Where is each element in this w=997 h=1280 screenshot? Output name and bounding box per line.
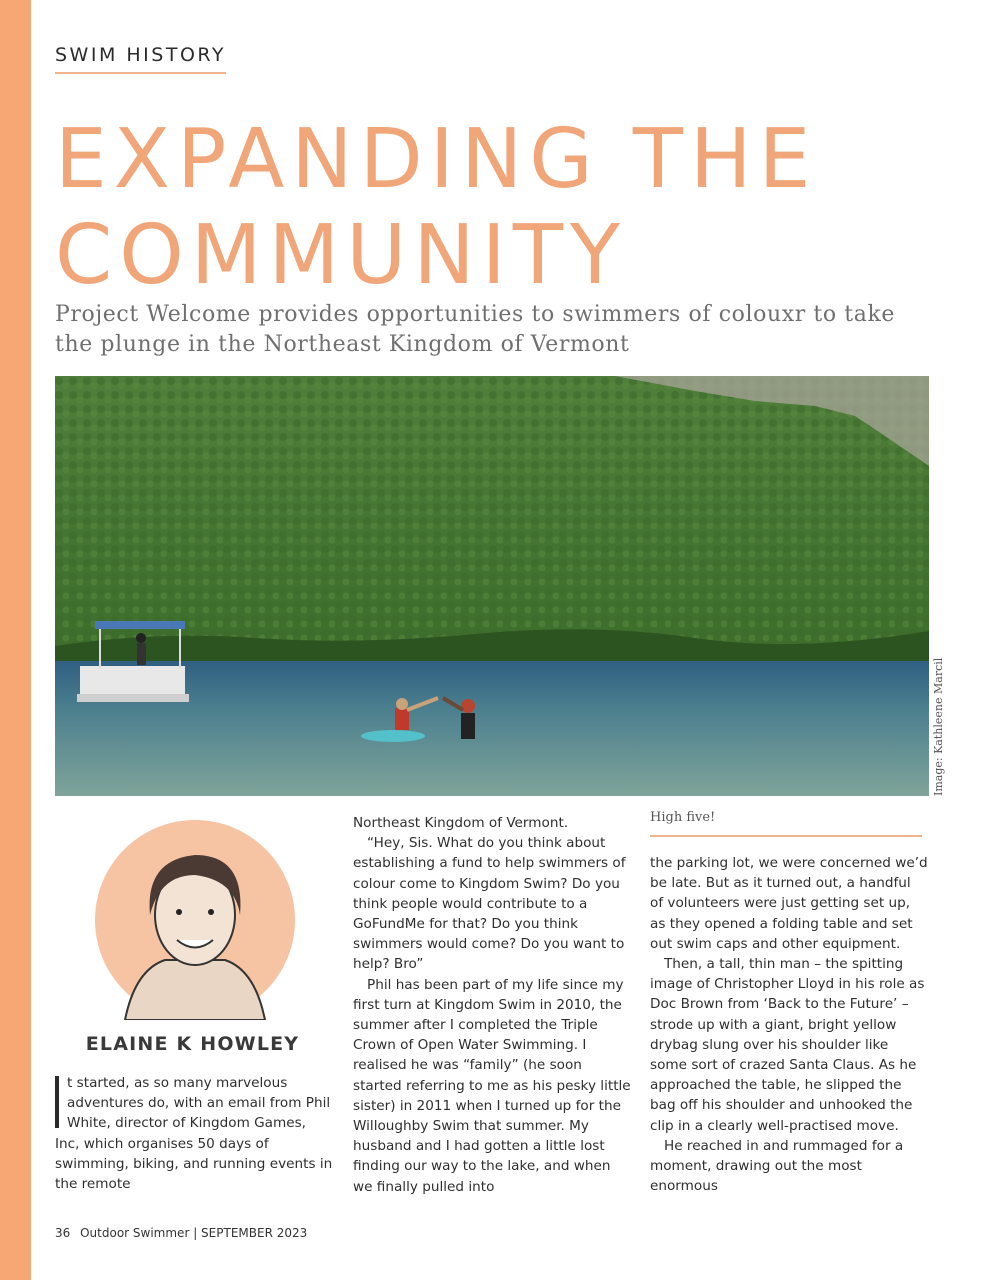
body-paragraph [55,1073,333,1194]
author-byline: ELAINE K HOWLEY [85,1033,300,1055]
headline [55,112,955,304]
body-paragraph: Northeast Kingdom of Vermont. [353,815,569,831]
body-column-2 [353,813,631,1197]
standfirst: Project Welcome provides opportunities to swimmers of colouxr to take the plunge in the Northeast Kingdom of Vermont [55,302,896,357]
body-column-1 [55,1073,333,1194]
headline-line-2: COMMUNITY [55,208,628,303]
body-paragraph: “Hey, Sis. What do you think about establishing a fund to help swimmers of colour come to Kingdom Swim? Do you think people would contribute to a GoFundMe for that? Do you think swimmers would come? Do you want to help? Bro” [353,835,626,973]
section-label: SWIM HISTORY [55,44,226,74]
accent-sidebar [0,0,31,1280]
body-column-3 [650,853,928,1196]
body-paragraph: the parking lot, we were concerned we’d be late. But as it turned out, a handful of volunteers were just getting set up, as they opened a folding table and set out swim caps and other equipment. [650,855,928,952]
photo-caption: High five! [650,810,922,837]
body-paragraph-text: t started, as so many marvelous adventures do, with an email from Phil White, director of Kingdom Games, Inc, which organises 50 days of swimming, biking, and running events in the remote [55,1075,333,1193]
author-portrait [95,820,295,1020]
body-paragraph: He reached in and rummaged for a moment, drawing out the most enormous [650,1137,904,1195]
drop-cap [55,1076,59,1128]
swimmer [461,699,475,739]
lake-photo [55,376,929,796]
body-paragraph: Then, a tall, thin man – the spitting image of Christopher Lloyd in his role as Doc Brown from ‘Back to the Future’ – strode up with a giant, bright yellow drybag slung over his shoulder like some sort of crazed Santa Claus. As he approached the table, he slipped the bag off his shoulder and unhooked the clip in a clearly well-practised move. [650,956,925,1134]
photo-credit: Image: Kathleene Marcil [932,657,945,796]
body-paragraph: Phil has been part of my life since my first turn at Kingdom Swim in 2010, the summer after I completed the Triple Crown of Open Water Swimming. I realised he was “family” (he soon started referring to me as his pesky little sister) in 2011 when I turned up for the Willoughby Swim that summer. My husband and I had gotten a little lost finding our way to the lake, and when we finally pulled into [353,976,631,1195]
page-number: 36 [55,1226,71,1240]
headline-line-1: EXPANDING THE [55,112,818,207]
publication-info: Outdoor Swimmer | SEPTEMBER 2023 [80,1226,308,1240]
page-footer [55,1226,313,1240]
